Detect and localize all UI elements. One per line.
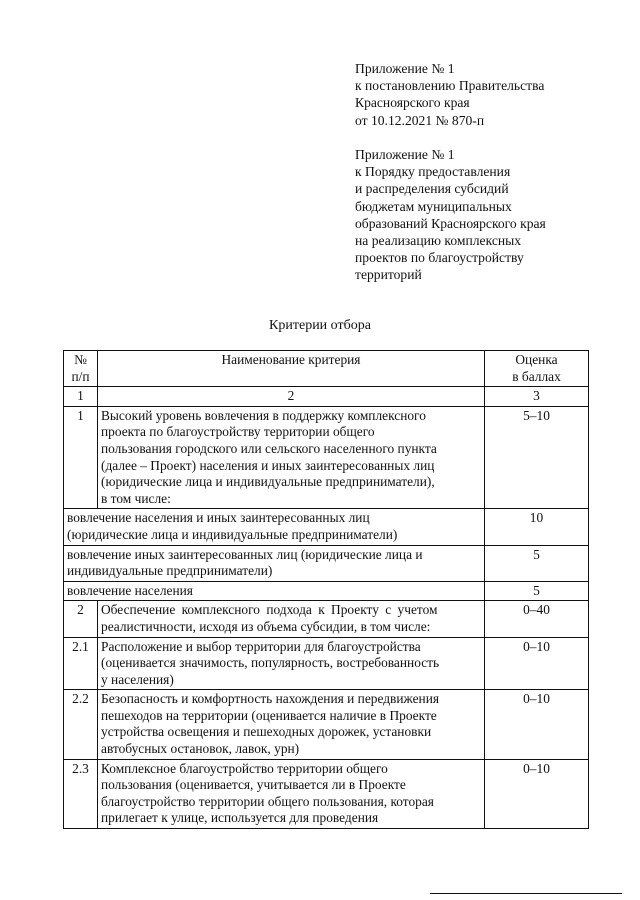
row-criterion xyxy=(64,545,485,581)
appendix-subheader xyxy=(355,146,546,284)
table-row xyxy=(64,406,589,509)
table-header-row xyxy=(64,351,589,387)
appendix-header xyxy=(355,60,544,129)
appendix-header-line: Красноярского края xyxy=(355,95,470,111)
document-title: Критерии отбора xyxy=(269,318,371,333)
header-score xyxy=(485,351,589,387)
table-row xyxy=(64,509,589,545)
criterion-line: (юридические лица и индивидуальные предприниматели) xyxy=(67,526,398,542)
column-number: 3 xyxy=(485,387,589,407)
table-row xyxy=(64,581,589,601)
criterion-line: прилегает к улице, используется для проведения xyxy=(101,810,379,826)
row-criterion xyxy=(64,509,485,545)
appendix-subheader-line: образований Красноярского края xyxy=(355,215,546,231)
appendix-header-line: Приложение № 1 xyxy=(355,61,455,76)
header-num-line: № xyxy=(74,352,87,367)
criterion-line: вовлечение иных заинтересованных лиц (юридические лица и xyxy=(67,546,423,562)
row-num: 2.2 xyxy=(64,690,98,759)
criterion-line: (юридические лица и индивидуальные предприниматели), xyxy=(101,474,435,490)
criterion-line: реалистичности, исходя из объема субсидии, в том числе: xyxy=(101,618,431,634)
appendix-subheader-line: к Порядку предоставления xyxy=(355,164,511,180)
footer-divider xyxy=(430,893,622,894)
appendix-subheader-line: бюджетам муниципальных xyxy=(355,198,512,214)
criterion-line: проекта по благоустройству территории общего xyxy=(101,424,375,440)
column-number: 1 xyxy=(64,387,98,407)
criterion-line: Расположение и выбор территории для благоустройства xyxy=(101,638,421,654)
appendix-header-line: к постановлению Правительства xyxy=(355,78,545,94)
criterion-line: Высокий уровень вовлечения в поддержку комплексного xyxy=(101,407,426,423)
row-num: 1 xyxy=(64,406,98,509)
table-row xyxy=(64,759,589,828)
criterion-line: (оценивается значимость, популярность, востребованность xyxy=(101,655,440,671)
appendix-subheader-line: территорий xyxy=(355,267,422,283)
row-criterion xyxy=(98,601,485,637)
column-number: 2 xyxy=(98,387,485,407)
criterion-line: (далее – Проект) населения и иных заинтересованных лиц xyxy=(101,457,435,473)
row-score: 0–10 xyxy=(485,759,589,828)
header-num xyxy=(64,351,98,387)
appendix-subheader-line: Приложение № 1 xyxy=(355,147,455,162)
row-criterion xyxy=(98,637,485,690)
table-row xyxy=(64,690,589,759)
criterion-line: вовлечение населения и иных заинтересованных лиц xyxy=(67,510,370,526)
appendix-header-line: от 10.12.2021 № 870-п xyxy=(355,112,485,128)
row-criterion xyxy=(98,690,485,759)
header-score-line: в баллах xyxy=(512,368,561,384)
criterion-line: благоустройство территории общего пользования, которая xyxy=(101,793,434,809)
criterion-line: Безопасность и комфортность нахождения и передвижения xyxy=(101,691,440,707)
criterion-line: пользования (оценивается, учитывается ли в Проекте xyxy=(101,777,406,793)
criteria-table xyxy=(63,350,589,829)
row-criterion xyxy=(98,406,485,509)
row-score: 0–10 xyxy=(485,637,589,690)
row-num: 2 xyxy=(64,601,98,637)
column-number-row xyxy=(64,387,589,407)
criterion-line: в том числе: xyxy=(101,490,171,506)
table-row xyxy=(64,601,589,637)
row-criterion xyxy=(64,581,485,601)
header-num-line: п/п xyxy=(71,368,90,384)
row-score: 0–40 xyxy=(485,601,589,637)
row-score: 10 xyxy=(485,509,589,545)
row-score: 0–10 xyxy=(485,690,589,759)
criterion-line: устройства освещения и пешеходных дорожек, установки xyxy=(101,724,432,740)
table-row xyxy=(64,637,589,690)
criterion-line: Обеспечение комплексного подхода к Проекту с учетом xyxy=(101,602,438,618)
row-criterion xyxy=(98,759,485,828)
row-score: 5–10 xyxy=(485,406,589,509)
appendix-subheader-line: и распределения субсидий xyxy=(355,181,509,197)
row-num: 2.3 xyxy=(64,759,98,828)
appendix-subheader-line: на реализацию комплексных xyxy=(355,233,522,249)
criterion-line: пешеходов на территории (оценивается наличие в Проекте xyxy=(101,707,437,723)
criterion-line: вовлечение населения xyxy=(67,582,193,598)
criterion-line: индивидуальные предприниматели) xyxy=(67,563,273,579)
appendix-subheader-line: проектов по благоустройству xyxy=(355,250,524,266)
header-score-line: Оценка xyxy=(515,352,558,367)
criterion-line: пользования городского или сельского населенного пункта xyxy=(101,440,437,456)
header-name: Наименование критерия xyxy=(98,351,485,387)
criterion-line: у населения) xyxy=(101,671,174,687)
criterion-line: автобусных остановок, лавок, урн) xyxy=(101,741,300,757)
row-score: 5 xyxy=(485,545,589,581)
criterion-line: Комплексное благоустройство территории общего xyxy=(101,760,388,776)
row-num: 2.1 xyxy=(64,637,98,690)
row-score: 5 xyxy=(485,581,589,601)
table-row xyxy=(64,545,589,581)
